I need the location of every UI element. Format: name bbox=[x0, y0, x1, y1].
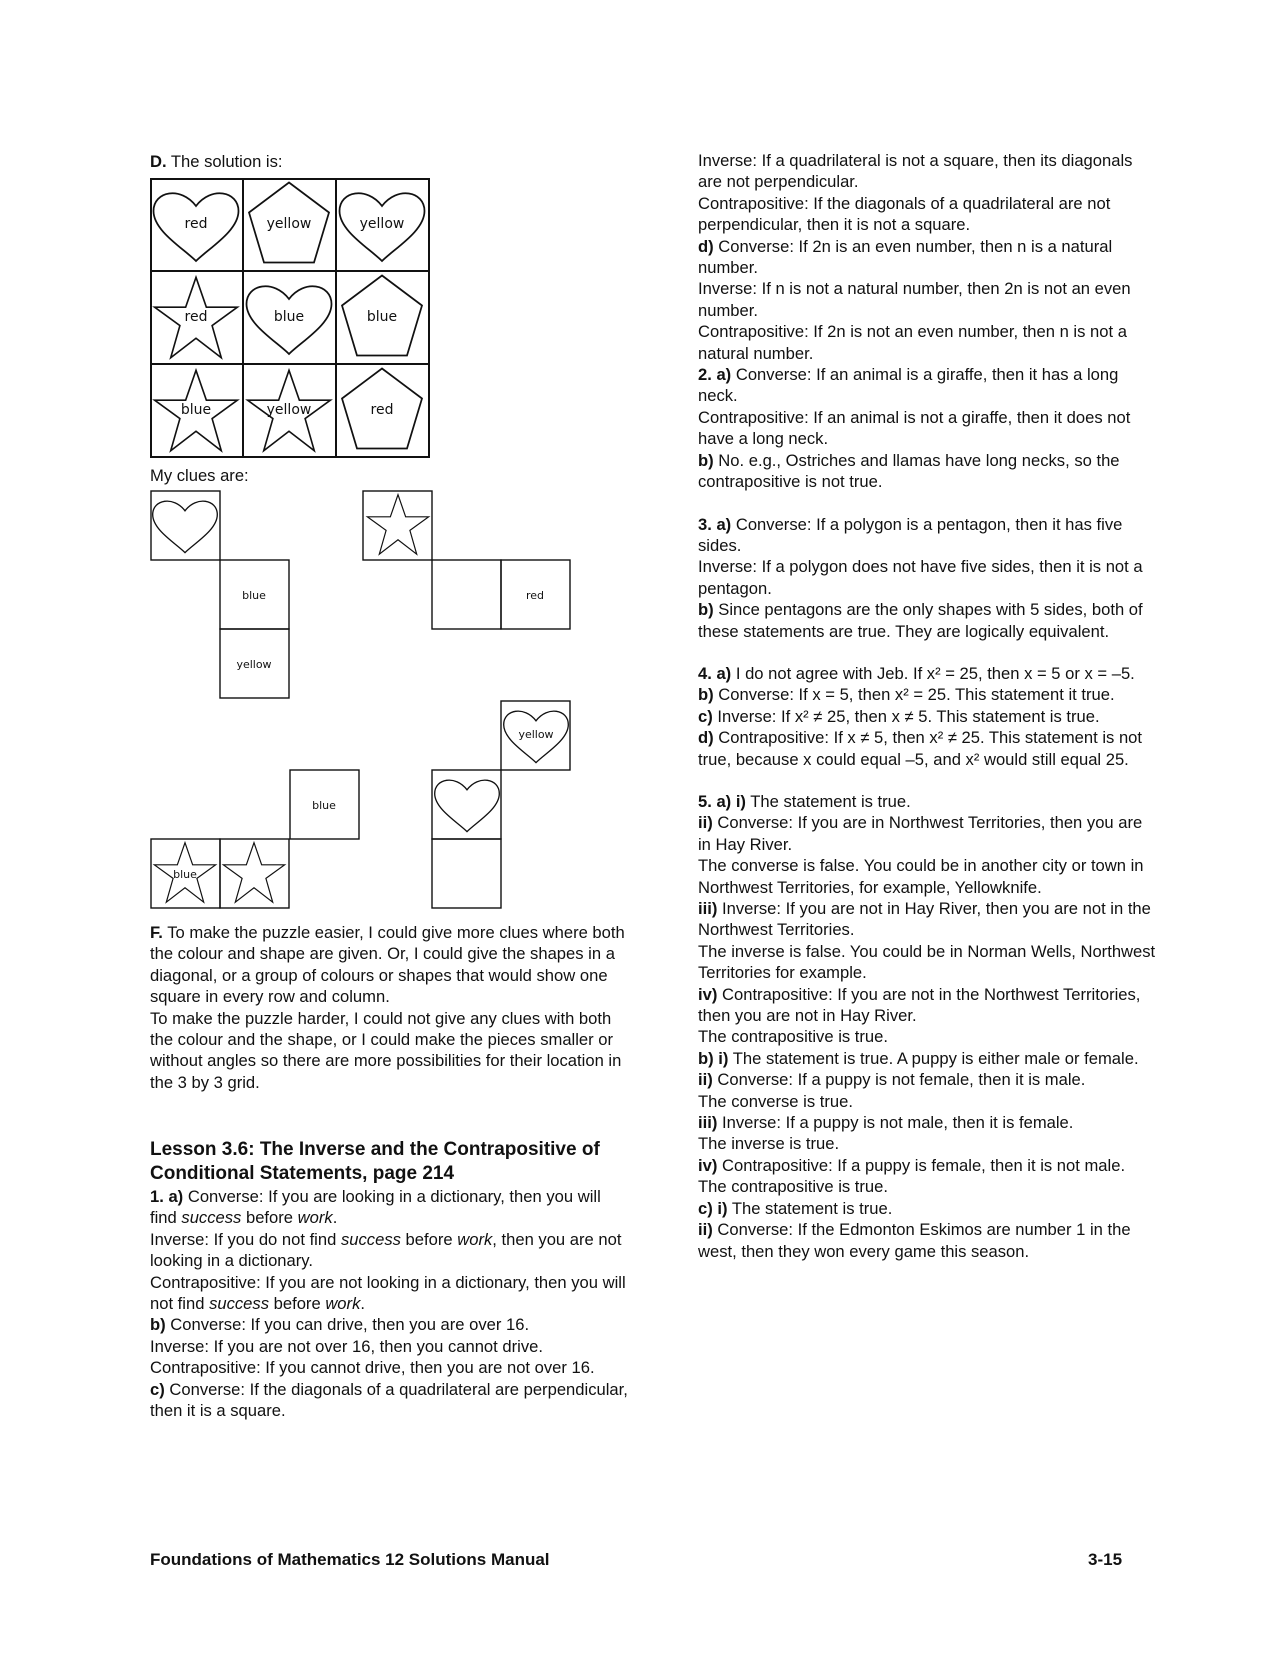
clue-color-label: red bbox=[525, 589, 545, 602]
q1c-inverse: Inverse: If a quadrilateral is not a square, then its diagonals are not perpendicular. bbox=[698, 151, 1133, 192]
solution-label: D. The solution is: bbox=[150, 152, 283, 171]
q1b-inverse: Inverse: If you are not over 16, then you cannot drive. bbox=[150, 1336, 543, 1356]
q1d-contrapositive: Contrapositive: If 2n is not an even number, then n is not a natural number. bbox=[698, 322, 1127, 363]
part-f-para-2: To make the puzzle harder, I could not give any clues with both the colour and the shape, or I could make the pieces smaller or without angles so there are more possibilities for their location in the 3 by 3 grid. bbox=[150, 1008, 622, 1092]
page-number: 3-15 bbox=[1088, 1550, 1123, 1569]
cell-color-label: red bbox=[370, 402, 394, 418]
cell-color-label: blue bbox=[366, 309, 398, 325]
clue-color-label: blue bbox=[173, 868, 197, 881]
cell-color-label: blue bbox=[180, 402, 212, 418]
q1d-converse: d) Converse: If 2n is an even number, then n is a natural number. bbox=[698, 236, 1113, 278]
clue-color-label: blue bbox=[242, 589, 266, 602]
q4c: c) Inverse: If x² ≠ 25, then x ≠ 5. This statement is true. bbox=[698, 706, 1100, 726]
part-f-para-1: F. To make the puzzle easier, I could give more clues where both the colour and shape are given. Or, I could give the shapes in a diagonal, or a group of colours or shapes that would show one square in every row and column. bbox=[150, 923, 625, 1007]
q3a-converse: 3. a) Converse: If a polygon is a pentagon, then it has five sides. bbox=[698, 514, 1123, 555]
q5ai: 5. a) i) The statement is true. bbox=[698, 791, 911, 811]
q1a-contrapositive: Contrapositive: If you are not looking in a dictionary, then you will not find success before work. bbox=[150, 1272, 626, 1314]
cell-color-label: blue bbox=[273, 309, 305, 325]
q2a-converse: 2. a) Converse: If an animal is a giraffe, then it has a long neck. bbox=[698, 365, 1119, 406]
q5aii: ii) Converse: If you are in Northwest Territories, then you are in Hay River. bbox=[698, 813, 1143, 854]
lesson-section bbox=[150, 1138, 630, 1421]
clue-2 bbox=[363, 491, 570, 629]
footer-title: Foundations of Mathematics 12 Solutions Manual bbox=[150, 1550, 550, 1569]
q5bii-note: The converse is true. bbox=[698, 1091, 853, 1111]
q1a-converse: 1. a) Converse: If you are looking in a dictionary, then you will find success before work. bbox=[150, 1187, 601, 1228]
part-f bbox=[150, 922, 630, 1093]
q3b: b) Since pentagons are the only shapes with 5 sides, both of these statements are true. They are logically equivalent. bbox=[698, 600, 1143, 641]
q5cii: ii) Converse: If the Edmonton Eskimos are number 1 in the west, then they won every game this season. bbox=[698, 1220, 1131, 1261]
q5biii-note: The inverse is true. bbox=[698, 1134, 840, 1154]
star-icon bbox=[223, 843, 284, 903]
solution-grid bbox=[150, 178, 430, 458]
q5aii-note: The converse is false. You could be in another city or town in Northwest Territories, for example, Yellowknife. bbox=[698, 856, 1144, 897]
q4a: 4. a) I do not agree with Jeb. If x² = 25, then x = 5 or x = –5. bbox=[698, 663, 1135, 683]
q4d: d) Contrapositive: If x ≠ 5, then x² ≠ 25. This statement is not true, because x could equal –5, and x² would still equal 25. bbox=[698, 728, 1143, 769]
q1c-contrapositive: Contrapositive: If the diagonals of a quadrilateral are not perpendicular, then it is not a square. bbox=[698, 193, 1111, 235]
clue-color-label: yellow bbox=[518, 728, 554, 741]
q5biv-note: The contrapositive is true. bbox=[698, 1177, 888, 1197]
q5ci: c) i) The statement is true. bbox=[698, 1198, 893, 1218]
q5biii: iii) Inverse: If a puppy is not male, then it is female. bbox=[698, 1113, 1074, 1133]
cell-color-label: red bbox=[184, 216, 208, 232]
q5biv: iv) Contrapositive: If a puppy is female, then it is not male. bbox=[698, 1155, 1126, 1175]
q5aiv: iv) Contrapositive: If you are not in the Northwest Territories, then you are not in Hay River. bbox=[698, 984, 1141, 1026]
q1b-contrapositive: Contrapositive: If you cannot drive, then you are not over 16. bbox=[150, 1358, 595, 1378]
clue-color-label: blue bbox=[312, 799, 336, 812]
q1d-inverse: Inverse: If n is not a natural number, then 2n is not an even number. bbox=[698, 279, 1131, 320]
heart-icon bbox=[153, 501, 218, 552]
right-column bbox=[698, 150, 1158, 1262]
cell-color-label: red bbox=[184, 309, 208, 325]
q2a-contrapositive: Contrapositive: If an animal is not a giraffe, then it does not have a long neck. bbox=[698, 407, 1131, 449]
clue-diagrams bbox=[150, 490, 590, 915]
q5bii: ii) Converse: If a puppy is not female, then it is male. bbox=[698, 1070, 1086, 1090]
q2b: b) No. e.g., Ostriches and llamas have long necks, so the contrapositive is not true. bbox=[698, 450, 1120, 492]
q5aiii: iii) Inverse: If you are not in Hay River, then you are not in the Northwest Territories. bbox=[698, 899, 1151, 940]
clue-4 bbox=[151, 770, 359, 908]
q3a-inverse: Inverse: If a polygon does not have five sides, then it is not a pentagon. bbox=[698, 557, 1143, 598]
q1a-inverse: Inverse: If you do not find success before work, then you are not looking in a dictionary. bbox=[150, 1229, 622, 1271]
cell-color-label: yellow bbox=[266, 402, 312, 418]
q5aiv-note: The contrapositive is true. bbox=[698, 1027, 888, 1047]
q5aiii-note: The inverse is false. You could be in Norman Wells, Northwest Territories for example. bbox=[698, 941, 1156, 983]
star-icon bbox=[367, 495, 428, 555]
cell-color-label: yellow bbox=[359, 216, 405, 232]
q4b: b) Converse: If x = 5, then x² = 25. This statement it true. bbox=[698, 685, 1115, 705]
clue-color-label: yellow bbox=[236, 658, 272, 671]
cell-color-label: yellow bbox=[266, 216, 312, 232]
q1b-converse: b) Converse: If you can drive, then you are over 16. bbox=[150, 1315, 530, 1335]
q5bi: b) i) The statement is true. A puppy is either male or female. bbox=[698, 1048, 1139, 1068]
lesson-title: Lesson 3.6: The Inverse and the Contrapositive of Conditional Statements, page 214 bbox=[150, 1139, 600, 1184]
clues-label: My clues are: bbox=[150, 466, 249, 485]
q1c-converse: c) Converse: If the diagonals of a quadrilateral are perpendicular, then it is a square. bbox=[150, 1379, 628, 1421]
heart-icon bbox=[435, 780, 500, 831]
